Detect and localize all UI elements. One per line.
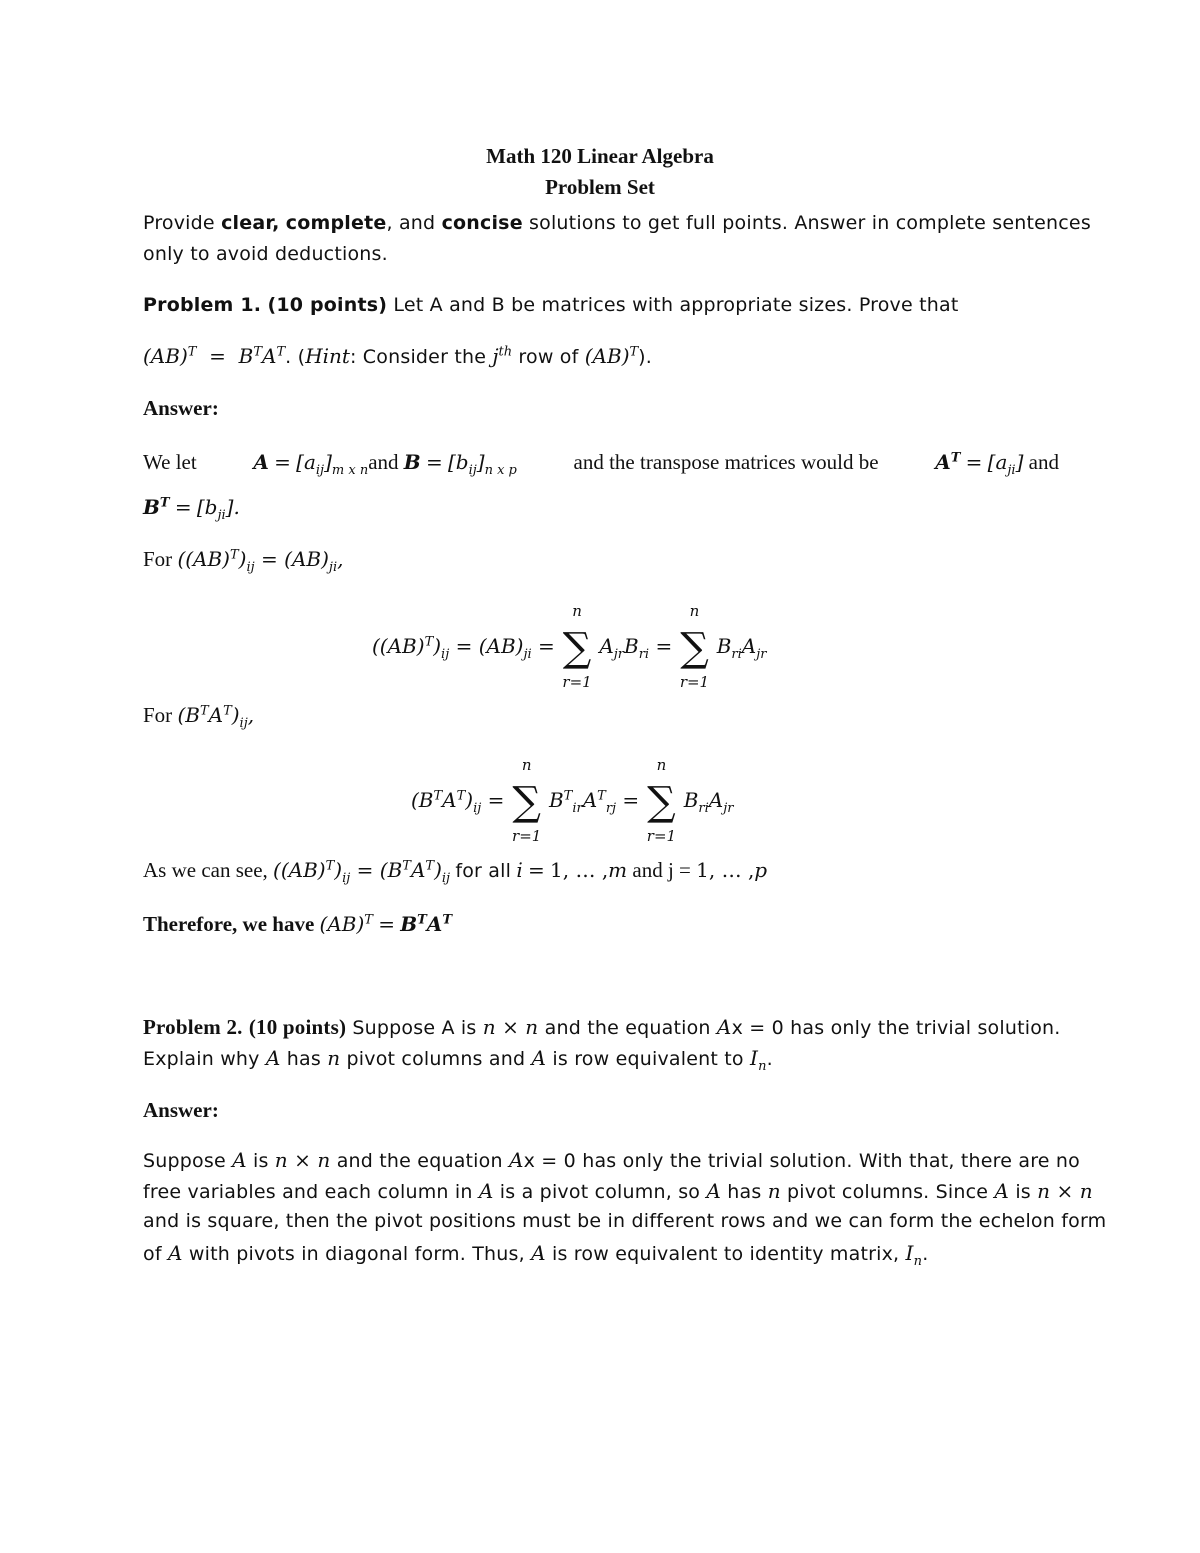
problem-1-statement: Problem 1. (10 points) Let A and B be matrices with appropriate sizes. Prove that [143, 294, 959, 316]
problem-1-answer-label: Answer: [143, 396, 219, 420]
problem-1-answer-line-1: We let $A = [a_{ij}]_{m x n}and$ $B = [b_{ij}]_{n x p}$ and the transpose matrices would be $A^T = [a_{ji}]$ and [143, 450, 1059, 478]
summation-4: n ∑ r=1 [646, 756, 677, 845]
instructions-line-1: Provide clear, complete, and concise solutions to get full points. Answer in complete sentences [143, 212, 1091, 234]
problem-2-answer-line-1: Suppose A is n × n and the equation Ax = 0 has only the trivial solution. With that, there are no [143, 1148, 1081, 1172]
summation-3: n ∑ r=1 [512, 756, 542, 845]
problem-1-for-2: For $(B^TA^T)_{ij}$, [143, 703, 255, 731]
problem-2-answer-label: Answer: [143, 1098, 219, 1122]
problem-2-label: Problem 2. [143, 1015, 243, 1039]
problem-2-points: (10 points) [248, 1015, 347, 1039]
problem-2-answer-line-4: of A with pivots in diagonal form. Thus, A is row equivalent to identity matrix, $I_n$. [143, 1241, 929, 1269]
summation-2: n ∑ r=1 [679, 602, 710, 691]
problem-2-answer-line-3: and is square, then the pivot positions must be in different rows and we can form the echelon form [143, 1210, 1107, 1232]
instructions-line-2: only to avoid deductions. [143, 243, 388, 265]
problem-2-statement-line-2: Explain why A has n pivot columns and A is row equivalent to $I_n$. [143, 1046, 773, 1074]
problem-1-label: Problem 1. [143, 294, 262, 316]
problem-2-statement-line-1: Problem 2. (10 points) Suppose A is n × n and the equation Ax = 0 has only the trivial solution. [143, 1015, 1061, 1039]
problem-1-therefore: Therefore, we have $(AB)^T = B^TA^T$ [143, 912, 453, 936]
problem-1-answer-line-2: $B^T = [b_{ji}]$. [143, 495, 240, 523]
problem-1-equation-1: $((AB)^T)_{ij} = (AB)_{ji}$ = n ∑ r=1 $A_{jr}B_{ri}$ = n ∑ r=1 $B_{ri}A_{jr}$ [372, 602, 767, 691]
problem-1-conclusion: As we can see, $((AB)^T)_{ij} = (B^TA^T)_{ij}$ for all i = 1, … ,m and j = 1, … ,p [143, 858, 768, 886]
summation-1: n ∑ r=1 [562, 602, 592, 691]
problem-2-answer-line-2: free variables and each column in A is a pivot column, so A has n pivot columns. Since A is n × n [143, 1179, 1093, 1203]
document-title: Math 120 Linear Algebra [486, 144, 714, 168]
document-subtitle: Problem Set [545, 175, 655, 199]
problem-1-formula-hint: $(AB)^T = B^TA^T$. (Hint: Consider the $j^{th}$ row of (AB)$^T$). [143, 344, 653, 368]
problem-1-equation-2: $(B^TA^T)_{ij}$ = n ∑ r=1 $B^T_{ir}A^T_{rj}$ = n ∑ r=1 $B_{ri}A_{jr}$ [411, 756, 734, 845]
problem-1-for-1: For $((AB)^T)_{ij} = (AB)_{ji}$, [143, 547, 344, 575]
problem-1-points: (10 points) [267, 294, 388, 316]
